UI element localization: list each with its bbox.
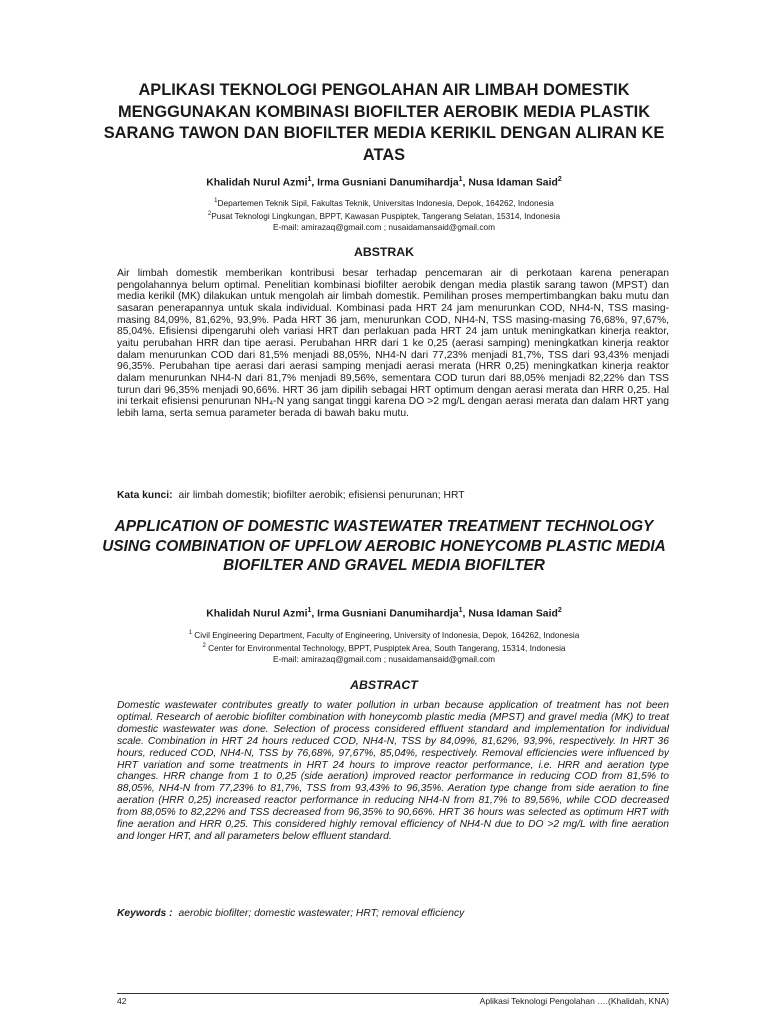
abstract-heading-indonesian: ABSTRAK xyxy=(353,245,415,259)
author-affil-sup: 1 xyxy=(458,176,463,183)
title-indonesian: APLIKASI TEKNOLOGI PENGOLAHAN AIR LIMBAH DOMESTIK MENGGUNAKAN KOMBINASI BIOFILTER AEROBIK MEDIA PLASTIK SARANG TAWON DAN BIOFILTER MEDIA KERIKIL DENGAN ALIRAN KE ATAS xyxy=(103,81,665,164)
author-name: Nusa Idaman Said xyxy=(468,177,558,189)
running-title: Aplikasi Teknologi Pengolahan ….(Khalidah, KNA) xyxy=(479,996,669,1006)
affiliation-sup: 2 xyxy=(202,642,206,649)
author-affil-sup: 1 xyxy=(307,176,312,183)
abstract-english: Domestic wastewater contributes greatly to water pollution in urban because application of treatment has not been optimal. Research of aerobic biofilter combination with honeycomb plastic media (MPST) and gravel media (MK) to treat domestic wastewater was done. Selection of process considered effluent standard and implementation for individual scale. Combination in HRT 24 hours reduced COD, NH4-N, TSS by 84,09%, 81,62%, 93,9%, respectively. In HRT 36 hours, reduced COD, NH4-N, TSS by 76,68%, 97,67%, 85,04%, respectively. Removal efficiencies were influenced by HRT variation and some treatments in HRT 24 hours to improve reactor performance, i.e. HRR and aeration type changes. HRR change from 1 to 0,25 (side aeration) improved reactor performance in reducing COD from 81,5% to 88,05%, NH4-N from 77,23% to 81,7%, TSS from 93,43% to 96,35%. Aeration type change from side aeration to fine aeration (HRR 0,25) increased reactor performance in reducing NH4-N from 81,7% to 89,56%, while COD decreased from 88,05% to 82,22% and TSS decreased from 96,35% to 90,66%. HRT 36 hours was selected as optimum HRT with fine aeration and HRR 0,25. This considered highly removal efficiency of NH4-N due to DO >2 mg/L with fine aeration and longer HRT, and all parameters below effluent standard. xyxy=(117,700,669,842)
affiliation-line xyxy=(100,209,668,222)
keywords-text: aerobic biofilter; domestic wastewater; HRT; removal efficiency xyxy=(178,908,465,919)
author-name: Khalidah Nurul Azmi xyxy=(206,177,308,189)
authors-indonesian xyxy=(100,176,668,188)
affiliation-sup: 1 xyxy=(188,630,192,636)
email-line: E-mail: amirazaq@gmail.com ; nusaidamansaid@gmail.com xyxy=(272,221,496,232)
author-separator: , xyxy=(311,177,318,189)
affiliation-text: Civil Engineering Department, Faculty of Engineering, University of Indonesia, Depok, 164262, Indonesia xyxy=(194,629,580,640)
affiliations-indonesian xyxy=(100,196,668,233)
author-affil-sup: 1 xyxy=(458,607,463,614)
keywords-label: Keywords : xyxy=(117,908,173,919)
affiliation-line xyxy=(100,628,668,641)
affiliation-text: Pusat Teknologi Lingkungan, BPPT, Kawasan Puspiptek, Tangerang Selatan, 15314, Indonesia xyxy=(211,210,561,221)
keywords-label: Kata kunci: xyxy=(117,490,173,501)
author-name: Irma Gusniani Danumihardja xyxy=(317,177,459,189)
authors-english xyxy=(100,607,668,619)
affiliation-text: Center for Environmental Technology, BPPT, Puspiptek Area, South Tangerang, 15314, Indonesia xyxy=(208,642,566,653)
affiliation-sup: 1 xyxy=(214,198,218,204)
keywords-indonesian xyxy=(117,490,669,501)
author-name: Irma Gusniani Danumihardja xyxy=(317,608,459,620)
author-affil-sup: 2 xyxy=(557,607,562,614)
affiliation-sup: 2 xyxy=(207,210,212,217)
email-line: E-mail: amirazaq@gmail.com ; nusaidamansaid@gmail.com xyxy=(272,653,496,664)
author-affil-sup: 1 xyxy=(307,607,312,614)
author-name: Nusa Idaman Said xyxy=(468,608,558,620)
affiliation-text: Departemen Teknik Sipil, Fakultas Teknik, Universitas Indonesia, Depok, 164262, Indonesia xyxy=(217,197,554,208)
abstract-heading-english: ABSTRACT xyxy=(350,678,418,692)
keywords-text: air limbah domestik; biofilter aerobik; efisiensi penurunan; HRT xyxy=(178,490,465,501)
abstract-indonesian: Air limbah domestik memberikan kontribusi besar terhadap pencemaran air di perkotaan karena penerapan pengolahannya belum optimal. Penelitian kombinasi biofilter aerobik dengan media plastik sarang tawon (MPST) dan media kerikil (MK) dilakukan untuk mengolah air limbah domestik. Pemilihan proses mempertimbangkan baku mutu dan sasaran penerapannya untuk skala individual. Kombinasi pada HRT 24 jam menurunkan COD, NH4-N, TSS masing-masing 84,09%, 81,62%, 93,9%. Pada HRT 36 jam, menurunkan COD, NH4-N, TSS masing-masing 76,68%, 97,67%, 85,04%. Efisiensi dipengaruhi oleh variasi HRT dan perlakuan pada HRT 24 jam untuk meningkatkan kinerja reaktor, yaitu perubahan HRR dan tipe aerasi. Perubahan HRR dari 1 ke 0,25 (aerasi samping) meningkatkan kinerja reaktor dalam menurunkan COD dari 81,5% menjadi 88,05%, NH4-N dari 77,23% menjadi 81,7%, TSS dari 93,43% menjadi 96,35%. Perubahan tipe aerasi dari aerasi samping menjadi aerasi merata (HRR 0,25) meningkatkan kinerja reaktor dalam menurunkan NH4-N dari 81,7% menjadi 89,56%, sementara COD turun dari 88,05% menjadi 82,22% dan TSS turun dari 96,35% menjadi 90,66%. HRT 36 jam dipilih sebagai HRT optimum dengan aerasi merata dan HRR 0,25. Hal ini terkait efisiensi penurunan NH₄-N yang sangat tinggi karena DO >2 mg/L dengan aerasi merata dan dalam HRT yang lebih lama, serta semua parameter berada di bawah baku mutu. xyxy=(117,268,669,419)
affiliation-line xyxy=(100,196,668,209)
keywords-english xyxy=(117,908,669,919)
page-number: 42 xyxy=(117,996,127,1006)
footer-divider xyxy=(117,993,669,994)
affiliations-english xyxy=(100,628,668,665)
title-english: APPLICATION OF DOMESTIC WASTEWATER TREATMENT TECHNOLOGY USING COMBINATION OF UPFLOW AEROBIC HONEYCOMB PLASTIC MEDIA BIOFILTER AND GRAVEL MEDIA BIOFILTER xyxy=(102,518,666,574)
author-name: Khalidah Nurul Azmi xyxy=(206,608,308,620)
author-affil-sup: 2 xyxy=(557,176,562,183)
author-separator: , xyxy=(462,608,469,620)
author-separator: , xyxy=(311,608,318,620)
author-separator: , xyxy=(462,177,469,189)
affiliation-line xyxy=(100,641,668,654)
